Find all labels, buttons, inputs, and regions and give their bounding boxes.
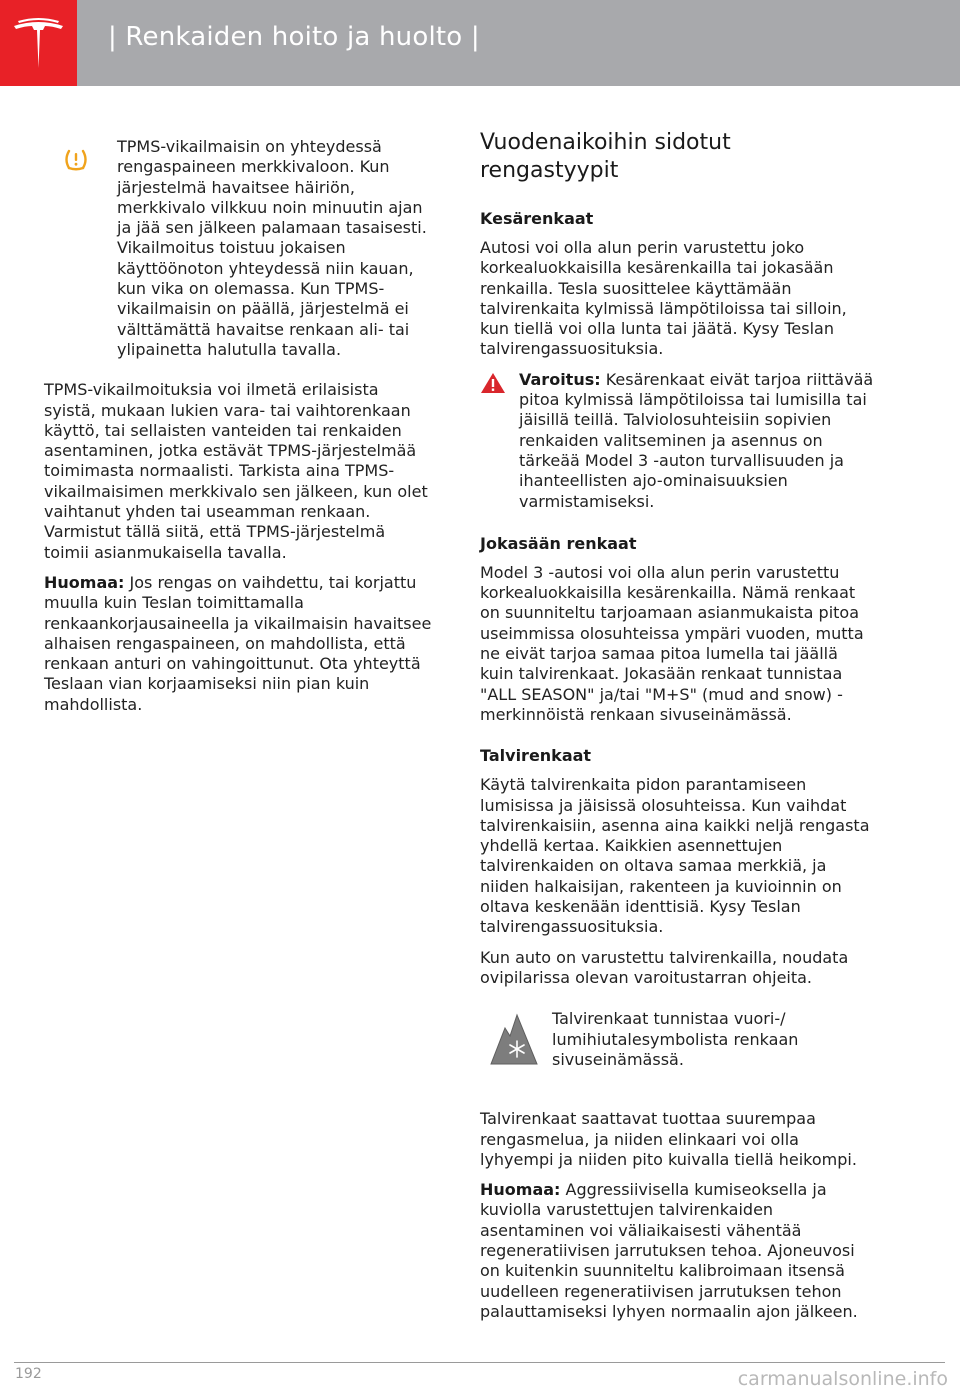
right-column	[480, 129, 875, 1332]
note-text: Jos rengas on vaihdettu, tai korjattu muulla kuin Teslan toimittamalla renkaankorjausaineella ja vikailmaisin havaitsee alhaisen rengaspaineen, on mahdollista, että renkaan anturi on vahingoittunut. Ota yhteyttä Teslaan vian korjaamiseksi niin pian kuin mahdollista.	[44, 572, 432, 714]
tpms-indicator-text: TPMS-vikailmaisin on yhteydessä rengaspaineen merkkivaloon. Kun järjestelmä havaitsee häiriön, merkkivalo vilkkuu noin minuutin ajan ja jää sen jälkeen palamaan tasaisesti. Vikailmoitus toistuu jokaisen käyttöönoton yhteydessä niin kauan, kun vika on olemassa. Kun TPMS-vikailmaisin on päällä, järjestelmä ei välttämättä havaitse renkaan ali- tai ylipainetta halutulla tavalla.	[117, 137, 427, 359]
tesla-logo	[0, 0, 77, 86]
section-heading: Vuodenaikoihin sidotut rengastyypit	[480, 130, 731, 183]
footer-divider	[14, 1362, 945, 1363]
winter-tires-title: Talvirenkaat	[480, 746, 592, 766]
summer-warning	[480, 370, 875, 512]
warning-triangle-icon	[480, 372, 506, 399]
page-header	[0, 0, 960, 86]
section-title: | Renkaiden hoito ja huolto |	[108, 22, 480, 52]
tpms-indicator-note	[44, 137, 434, 360]
winter-text-1: Käytä talvirenkaita pidon parantamiseen lumisissa ja jäisissä olosuhteissa. Kun vaihdat talvirenkaisiin, asenna aina kaikki neljä rengasta yhdellä kertaa. Kaikkien asennettujen talvirenkaiden on oltava samaa merkkiä, ja niiden halkaisijan, rakenteen ja kuvioinnin on oltava keskenään identtisiä. Kysy Teslan talvirengassuosituksia.	[480, 775, 870, 937]
tpms-note	[44, 573, 434, 715]
all-season-title: Jokasään renkaat	[480, 533, 637, 553]
winter-text-3: Talvirenkaat saattavat tuottaa suurempaa rengasmelua, ja niiden elinkaari voi olla lyhyempi ja niiden pito kuivalla tiellä heikompi.	[480, 1109, 857, 1169]
warning-body: Kesärenkaat eivät tarjoa riittävää pitoa kylmissä lämpötiloissa tai lumisilla tai jäisillä teillä. Talviolosuhteisiin sopivien renkaiden valitseminen ja asennus on tärkeää Model 3 -auton turvallisuuden ja ihanteellisten ajo-ominaisuuksien varmistamiseksi.	[519, 369, 874, 511]
note-label: Huomaa:	[44, 572, 125, 592]
all-season-text: Model 3 -autosi voi olla alun perin varustettu korkealuokkaisilla kesärenkailla. Nämä renkaat on suunniteltu tarjoamaan asianmukaista pitoa useimmissa olosuhteissa ympäri vuoden, mutta ne eivät tarjoa samaa pitoa lumella tai jäällä kuin talvirenkaat. Jokasään renkaat tunnistaa "ALL SEASON" ja/tai "M+S" (mud and snow) -merkinnöistä renkaan sivuseinämässä.	[480, 562, 864, 724]
winter-text-2: Kun auto on varustettu talvirenkailla, noudata ovipilarissa olevan varoitustarran ohjeita.	[480, 947, 849, 987]
winter-note-text: Aggressiivisella kumiseoksella ja kuviolla varustettujen talvirenkaiden asentaminen voi väliaikaisesti vähentää regeneratiivisen jarrutuksen tehoa. Ajoneuvosi on kuitenkin suunniteltu kalibroimaan itsensä uudelleen regeneratiivisen jarrutuksen tehon palauttamiseksi lyhyen normaalin ajon jälkeen.	[480, 1180, 858, 1321]
warning-text	[519, 370, 875, 512]
tpms-warning-icon	[63, 148, 89, 176]
summer-tires-text: Autosi voi olla alun perin varustettu joko korkealuokkaisilla kesärenkailla tai jokasään renkailla. Tesla suosittelee käyttämään talvirenkaita kylmissä lämpötiloissa tai silloin, kun tiellä voi olla lunta tai jäätä. Kysy Teslan talvirengassuosituksia.	[480, 238, 847, 359]
warning-label: Varoitus:	[519, 369, 601, 389]
page-number: 192	[15, 1366, 42, 1382]
snowflake-symbol-note	[480, 1009, 875, 1075]
winter-note	[480, 1180, 875, 1322]
mountain-snowflake-icon	[490, 1009, 538, 1070]
left-column	[44, 137, 434, 725]
tpms-paragraph: TPMS-vikailmoituksia voi ilmetä erilaisista syistä, mukaan lukien vara- tai vaihtorenkaan käyttö, tai sellaisten vanteiden tai renkaiden asentaminen, jotka estävät TPMS-järjestelmää toimimasta normaalisti. Tarkista aina TPMS-vikailmaisimen merkkivalo sen jälkeen, kun olet vaihtanut yhden tai useamman renkaan. Varmistut tällä siitä, että TPMS-järjestelmä toimii asianmukaisella tavalla.	[44, 380, 428, 562]
summer-tires-title: Kesärenkaat	[480, 209, 594, 228]
winter-note-label: Huomaa:	[480, 1180, 561, 1200]
tesla-logo-icon	[12, 16, 65, 72]
snowflake-symbol-text: Talvirenkaat tunnistaa vuori-/ lumihiutalesymbolista renkaan sivuseinämässä.	[552, 1009, 799, 1069]
watermark: carmanualsonline.info	[737, 1368, 948, 1390]
